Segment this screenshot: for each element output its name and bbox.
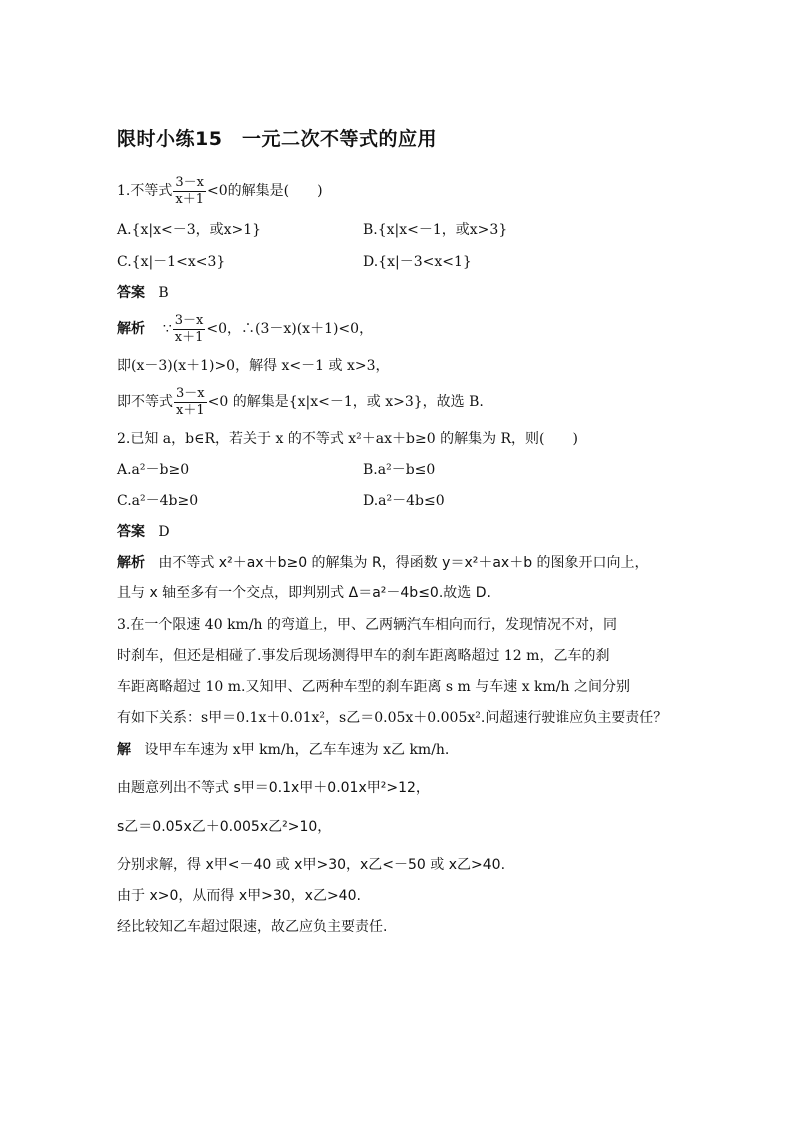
q3-solution-line3: s乙＝0.05x乙＋0.005x乙²>10， — [117, 819, 332, 835]
q2-option-b: B.a²－b≤0 — [363, 462, 436, 478]
q2-option-d: D.a²－4b≤0 — [363, 493, 445, 509]
q2-option-a: A.a²－b≥0 — [117, 462, 190, 478]
q3-solution-line4: 分别求解，得 x甲<－40 或 x甲>30，x乙<－50 或 x乙>40. — [117, 857, 506, 873]
q1-option-b: B.{x|x<－1，或x>3} — [363, 222, 508, 238]
q3-stem-line2: 时刹车，但还是相碰了.事发后现场测得甲车的刹车距离略超过 12 m，乙车的刹 — [117, 648, 610, 664]
page-title: 限时小练15 一元二次不等式的应用 — [117, 128, 437, 150]
answer-label: 答案 — [117, 524, 145, 540]
q2-stem: 2.已知 a，b∈R，若关于 x 的不等式 x²＋ax＋b≥0 的解集为 R，则( ) — [117, 431, 578, 447]
q1-option-d: D.{x|－3<x<1} — [363, 254, 472, 270]
analysis-label: 解析 — [117, 321, 145, 337]
q1-analysis-line2: 即(x－3)(x＋1)>0，解得 x<－1 或 x>3， — [117, 358, 390, 374]
q1-fraction: $\frac{3-x}{x+1}$ — [175, 174, 204, 207]
answer-label: 答案 — [117, 285, 145, 301]
q3-stem-line4: 有如下关系：s甲＝0.1x＋0.01x²，s乙＝0.05x＋0.005x².问超速行驶谁应负主要责任？ — [117, 710, 668, 726]
q1-analysis-fraction: $\frac{3-x}{x+1}$ — [174, 312, 204, 345]
q3-stem-line3: 车距离略超过 10 m.又知甲、乙两种车型的刹车距离 s m 与车速 x km/h 之间分别 — [117, 679, 630, 695]
analysis-label: 解析 — [117, 555, 145, 571]
q3-stem-line1: 3.在一个限速 40 km/h 的弯道上，甲、乙两辆汽车相向而行，发现情况不对，同 — [117, 617, 618, 633]
q3-solution-line1: 解 设甲车车速为 x甲 km/h，乙车车速为 x乙 km/h. — [117, 742, 450, 758]
q2-option-c: C.a²－4b≥0 — [117, 493, 199, 509]
q1-analysis-line1: 解析 ∵ $\frac{3-x}{x+1}$ <0，∴(3－x)(x＋1)<0， — [117, 312, 374, 345]
q1-stem: 1.不等式 $\frac{3-x}{x+1}$ <0的解集是( ) — [117, 174, 323, 207]
q1-conclusion-fraction: $\frac{3-x}{x+1}$ — [176, 385, 205, 418]
q2-answer: 答案 D — [117, 524, 170, 540]
q3-solution-line5: 由于 x>0，从而得 x甲>30，x乙>40. — [117, 888, 361, 904]
q1-option-a: A.{x|x<－3，或x>1} — [117, 222, 262, 238]
q1-answer: 答案 B — [117, 285, 169, 301]
q3-solution-line2: 由题意列出不等式 s甲＝0.1x甲＋0.01x甲²>12， — [117, 780, 430, 796]
q3-solution-line6: 经比较知乙车超过限速，故乙应负主要责任. — [117, 919, 388, 935]
q2-analysis-line2: 且与 x 轴至多有一个交点，即判别式 Δ＝a²－4b≤0.故选 D. — [117, 585, 491, 601]
q2-analysis-line1: 解析 由不等式 x²＋ax＋b≥0 的解集为 R，得函数 y＝x²＋ax＋b 的图象开口向上， — [117, 555, 649, 571]
solution-label: 解 — [117, 742, 131, 758]
q1-option-c: C.{x|－1<x<3} — [117, 254, 226, 270]
q1-analysis-line3: 即不等式 $\frac{3-x}{x+1}$ <0 的解集是{x|x<－1，或 x>3}，故选 B. — [117, 385, 484, 418]
